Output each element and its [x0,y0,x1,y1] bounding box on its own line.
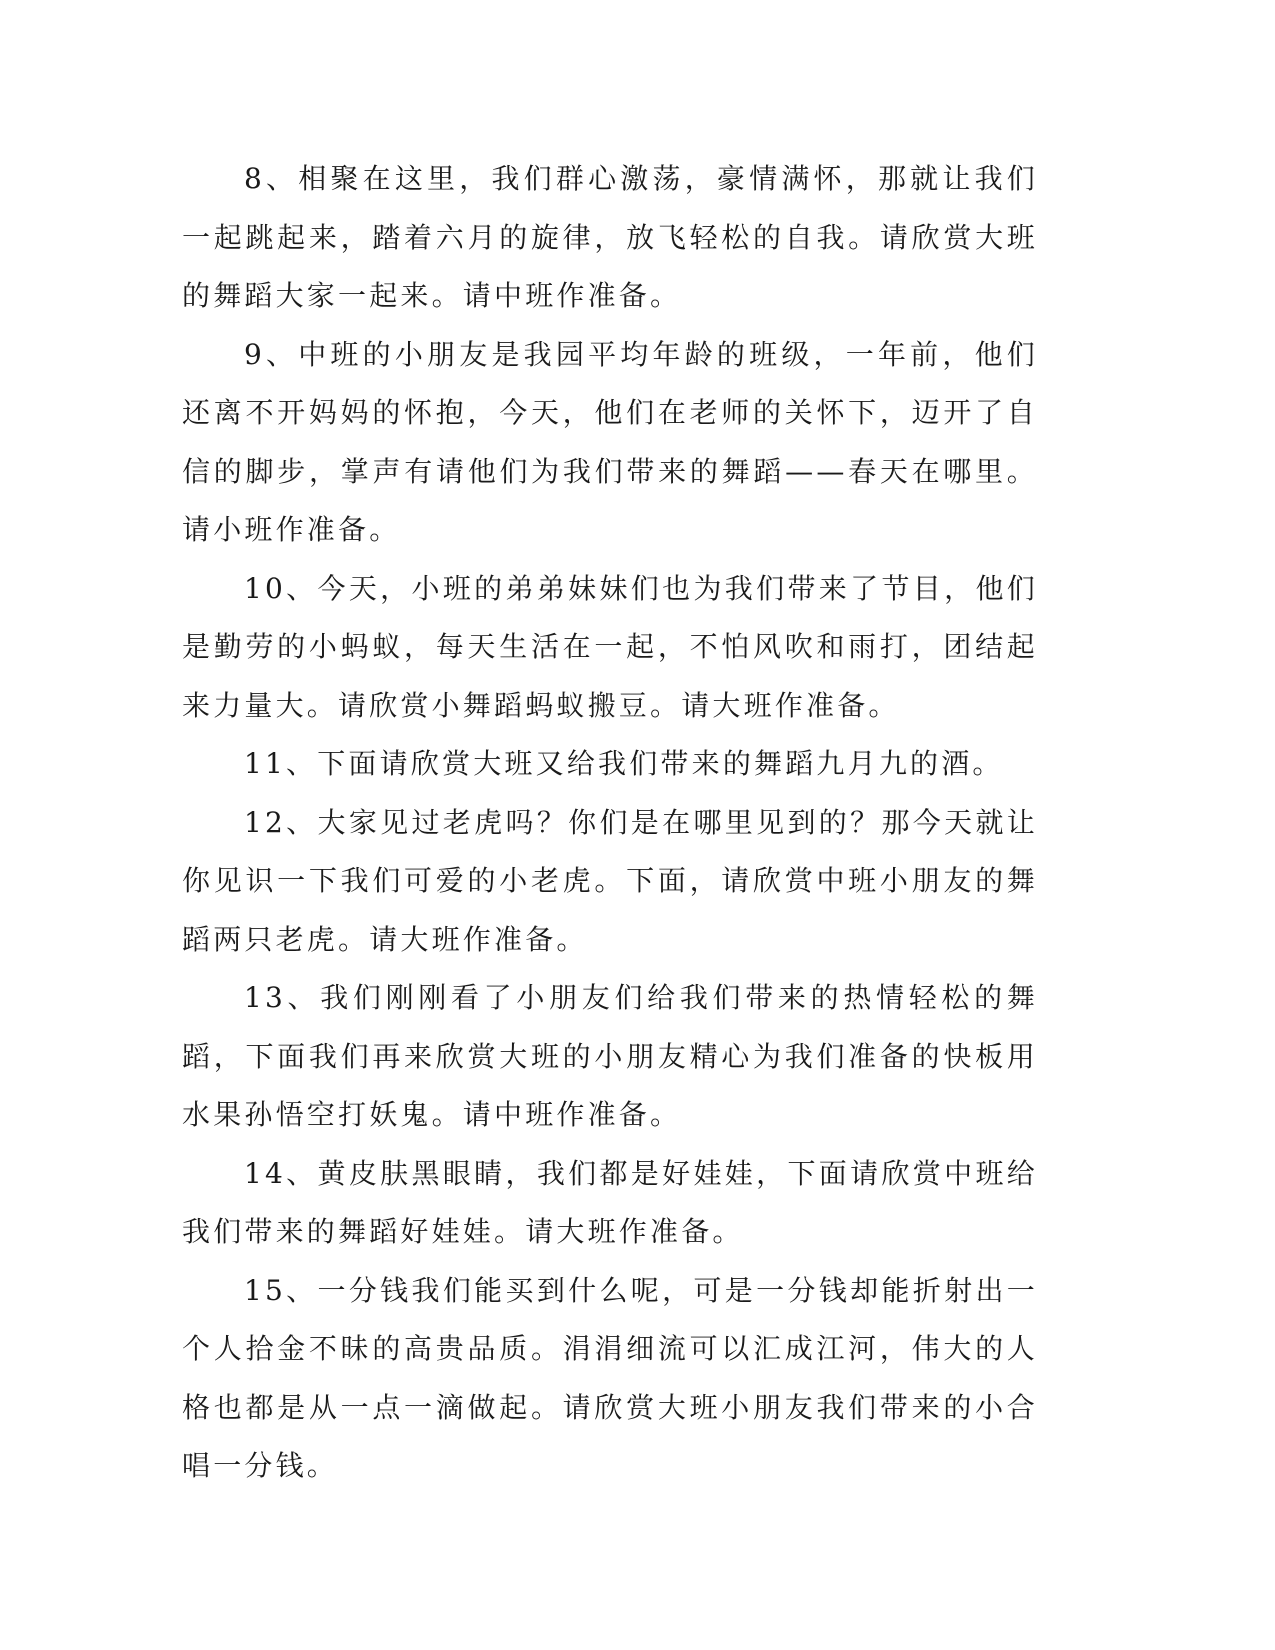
paragraph-11: 11、下面请欣赏大班又给我们带来的舞蹈九月九的酒。 [244,747,1004,780]
document-page [182,150,1038,1496]
paragraph-12: 12、大家见过老虎吗？你们是在哪里见到的？那今天就让你见识一下我们可爱的小老虎。下面，请欣赏中班小朋友的舞蹈两只老虎。请大班作准备。 [182,805,1038,956]
paragraph-8: 8、相聚在这里，我们群心激荡，豪情满怀，那就让我们一起跳起来，踏着六月的旋律，放飞轻松的自我。请欣赏大班的舞蹈大家一起来。请中班作准备。 [182,162,1038,312]
paragraph-14: 14、黄皮肤黑眼睛，我们都是好娃娃，下面请欣赏中班给我们带来的舞蹈好娃娃。请大班作准备。 [182,1156,1038,1248]
paragraph-13: 13、我们刚刚看了小朋友们给我们带来的热情轻松的舞蹈，下面我们再来欣赏大班的小朋友精心为我们准备的快板用水果孙悟空打妖鬼。请中班作准备。 [182,981,1038,1131]
paragraph-9: 9、中班的小朋友是我园平均年龄的班级，一年前，他们还离不开妈妈的怀抱，今天，他们在老师的关怀下，迈开了自信的脚步，掌声有请他们为我们带来的舞蹈——春天在哪里。请小班作准备。 [182,337,1038,546]
paragraph-15: 15、一分钱我们能买到什么呢，可是一分钱却能折射出一个人拾金不昧的高贵品质。涓涓细流可以汇成江河，伟大的人格也都是从一点一滴做起。请欣赏大班小朋友我们带来的小合唱一分钱。 [182,1273,1038,1482]
paragraph-10: 10、今天，小班的弟弟妹妹们也为我们带来了节目，他们是勤劳的小蚂蚁，每天生活在一起，不怕风吹和雨打，团结起来力量大。请欣赏小舞蹈蚂蚁搬豆。请大班作准备。 [182,571,1038,722]
